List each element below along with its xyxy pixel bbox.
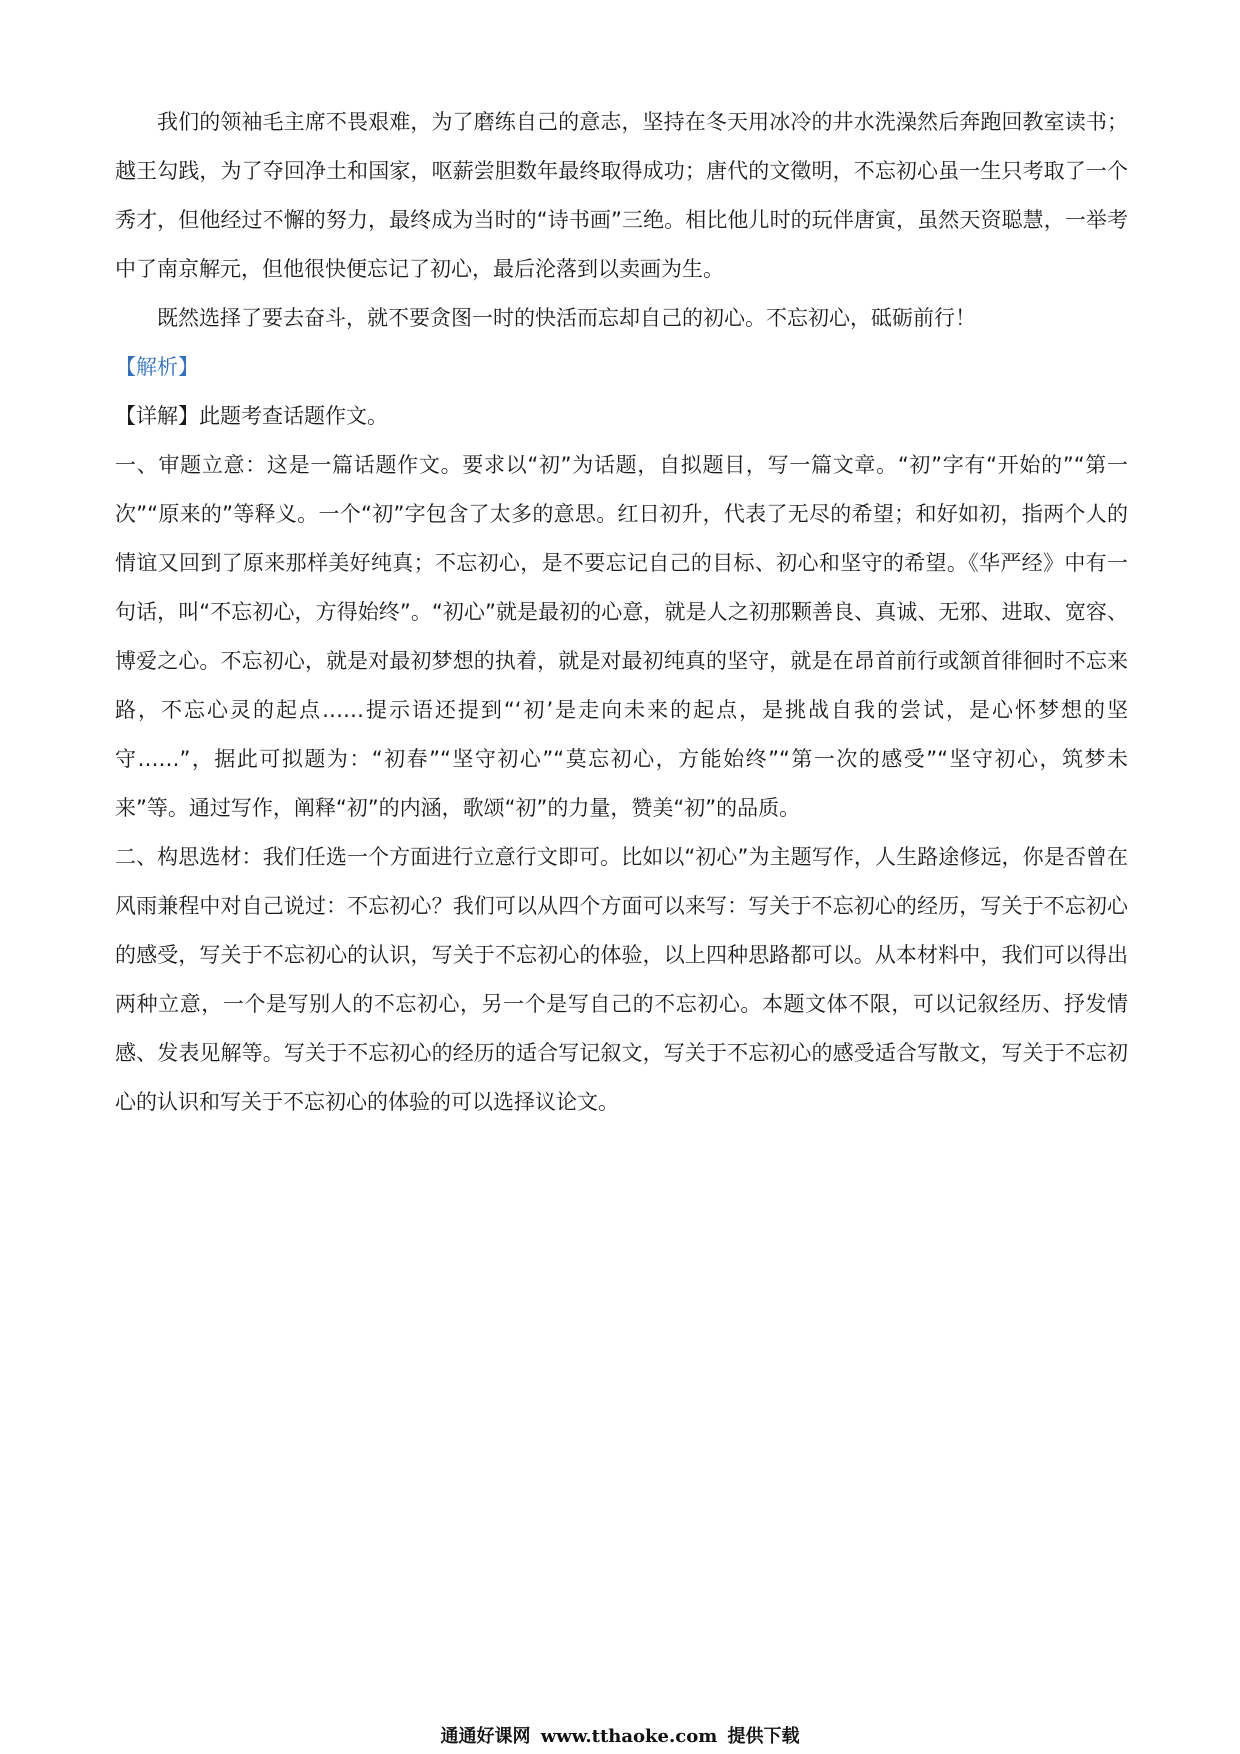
analysis-section-1: 一、审题立意：这是一篇话题作文。要求以“初”为话题，自拟题目，写一篇文章。“初”字有“开始的”“第一次”“原来的”等释义。一个“初”字包含了太多的意思。红日初升，代表了无尽的希望；和好如初，指两个人的情谊又回到了原来那样美好纯真；不忘初心，是不要忘记自己的目标、初心和坚守的希望。《华严经》中有一句话，叫“不忘初心，方得始终”。“初心”就是最初的心意，就是人之初那颗善良、真诚、无邪、进取、宽容、博爱之心。不忘初心，就是对最初梦想的执着，就是对最初纯真的坚守，就是在昂首前行或颔首徘徊时不忘来路，不忘心灵的起点……提示语还提到“‘初’是走向未来的起点，是挑战自我的尝试，是心怀梦想的坚守……”，据此可拟题为：“初春”“坚守初心”“莫忘初心，方能始终”“第一次的感受”“坚守初心，筑梦未来”等。通过写作，阐释“初”的内涵，歌颂“初”的力量，赞美“初”的品质。: [115, 453, 1128, 820]
page-footer: [0, 1722, 1240, 1748]
document-body: [115, 98, 1128, 1127]
footer-url[interactable]: www.tthaoke.com: [540, 1726, 718, 1747]
analysis-detail: 【详解】此题考查话题作文。: [115, 404, 388, 428]
analysis-section-2: 二、构思选材：我们任选一个方面进行立意行文即可。比如以“初心”为主题写作，人生路途修远，你是否曾在风雨兼程中对自己说过：不忘初心？我们可以从四个方面可以来写：写关于不忘初心的经历，写关于不忘初心的感受，写关于不忘初心的认识，写关于不忘初心的体验，以上四种思路都可以。从本材料中，我们可以得出两种立意，一个是写别人的不忘初心，另一个是写自己的不忘初心。本题文体不限，可以记叙经历、抒发情感、发表见解等。写关于不忘初心的经历的适合写记叙文，写关于不忘初心的感受适合写散文，写关于不忘初心的认识和写关于不忘初心的体验的可以选择议论文。: [115, 845, 1128, 1114]
analysis-heading: 【解析】: [115, 355, 199, 379]
essay-paragraph-1: 我们的领袖毛主席不畏艰难，为了磨练自己的意志，坚持在冬天用冰冷的井水洗澡然后奔跑回教室读书；越王勾践，为了夺回净土和国家，呕薪尝胆数年最终取得成功；唐代的文徵明，不忘初心虽一生只考取了一个秀才，但他经过不懈的努力，最终成为当时的“诗书画”三绝。相比他儿时的玩伴唐寅，虽然天资聪慧，一举考中了南京解元，但他很快便忘记了初心，最后沦落到以卖画为生。: [115, 110, 1128, 281]
essay-paragraph-2: 既然选择了要去奋斗，就不要贪图一时的快活而忘却自己的初心。不忘初心，砥砺前行！: [157, 306, 976, 330]
footer-download-text: 提供下载: [727, 1726, 800, 1747]
footer-site-name: 通通好课网: [440, 1726, 531, 1747]
